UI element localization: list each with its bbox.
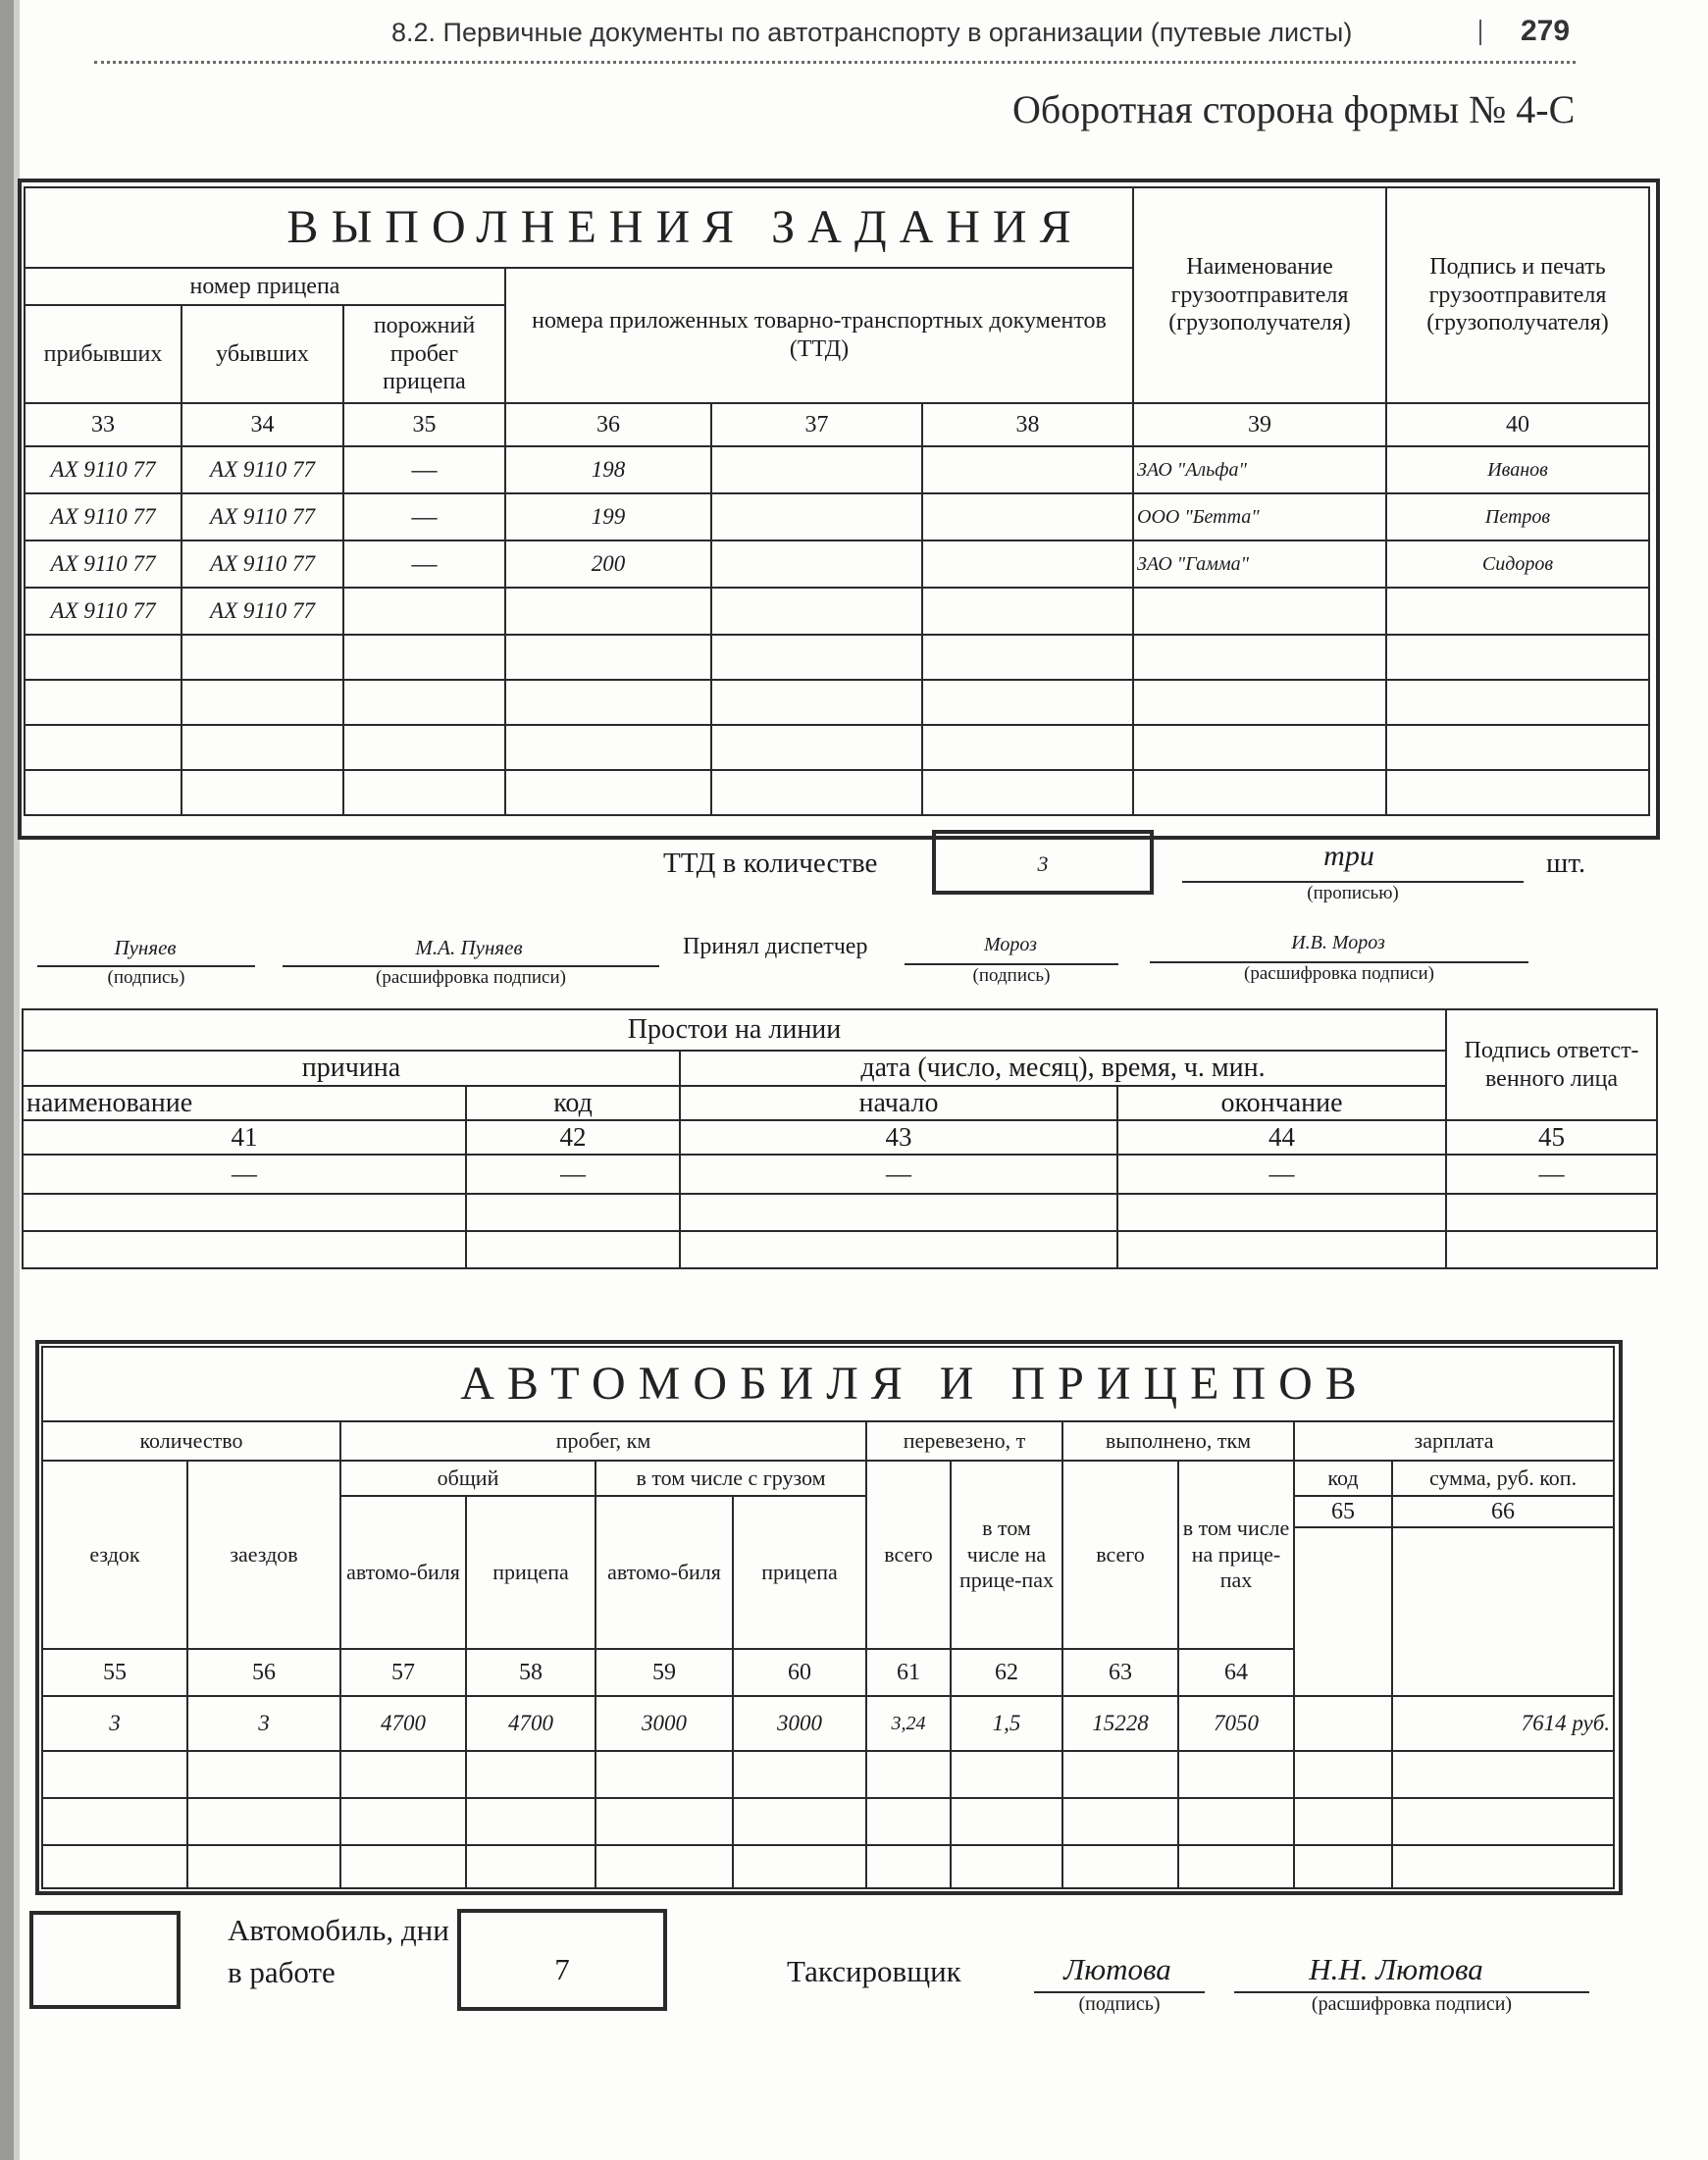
table-cell: [343, 725, 505, 770]
table-cell: 3000: [733, 1696, 866, 1751]
table-cell: [25, 635, 181, 680]
table-cell: [25, 680, 181, 725]
table-cell: [711, 725, 922, 770]
table-cell: [1392, 1751, 1614, 1798]
date-time-header: дата (число, месяц), время, ч. мин.: [680, 1051, 1446, 1086]
table-cell: [1294, 1751, 1392, 1798]
table-cell: [505, 680, 711, 725]
table-cell: [680, 1231, 1117, 1268]
col-number: 65: [1295, 1497, 1391, 1528]
table-cell: [343, 680, 505, 725]
salary-header: зарплата: [1294, 1421, 1614, 1461]
table-cell: —: [343, 540, 505, 588]
col-sign-header: Подпись и печать грузоотправителя (грузополучателя): [1386, 187, 1649, 403]
page-number: 279: [1521, 15, 1571, 47]
total-header: общий: [340, 1461, 595, 1496]
table-cell: [1178, 1845, 1294, 1888]
col-number: 59: [595, 1649, 733, 1696]
table-cell: 198: [505, 446, 711, 493]
table-cell: ООО "Бетта": [1133, 493, 1386, 540]
empty-box: [29, 1911, 181, 2009]
table-cell: [922, 770, 1133, 815]
table-cell: 3000: [595, 1696, 733, 1751]
downtime-table: [22, 1008, 1658, 1269]
taxer-name: Н.Н. Лютова: [1309, 1952, 1483, 1986]
column-numbers-row: [23, 1120, 1657, 1154]
table-cell: [733, 1751, 866, 1798]
cause-header: причина: [23, 1051, 680, 1086]
table-cell: 7050: [1178, 1696, 1294, 1751]
table-cell: [466, 1845, 595, 1888]
table-cell: [866, 1845, 951, 1888]
table-cell: —: [1446, 1155, 1657, 1194]
table-cell: АХ 9110 77: [25, 493, 181, 540]
ttd-count-words: три: [1323, 840, 1374, 872]
table-cell: Сидоров: [1386, 540, 1649, 588]
col-empty-run-header: порожний пробег прицепа: [343, 305, 505, 403]
col-number: 36: [505, 403, 711, 446]
dotted-rule: [94, 61, 1576, 64]
table-cell: [340, 1751, 466, 1798]
driver-signature: Пуняев: [114, 936, 177, 959]
task-table: [24, 186, 1650, 816]
col-number: 64: [1178, 1649, 1294, 1696]
col-number: 62: [951, 1649, 1062, 1696]
ttd-count-value: 3: [1037, 851, 1049, 876]
table-cell: АХ 9110 77: [25, 540, 181, 588]
table-row: [25, 588, 1649, 635]
scan-edge: [0, 0, 14, 2160]
sign-caption: (подпись): [1078, 1993, 1161, 2015]
table-cell: [1446, 1231, 1657, 1268]
table-row: [23, 1155, 1657, 1194]
done-header: выполнено, ткм: [1062, 1421, 1294, 1461]
table-cell: [187, 1845, 340, 1888]
table-cell: [1386, 770, 1649, 815]
table-cell: [466, 1194, 680, 1231]
table-cell: [711, 770, 922, 815]
table-cell: —: [343, 493, 505, 540]
table-row: [25, 770, 1649, 815]
table-cell: [42, 1751, 187, 1798]
table-row: [25, 540, 1649, 588]
table-cell: [595, 1798, 733, 1845]
table-cell: [187, 1798, 340, 1845]
salary-sum-header: сумма, руб. коп.: [1392, 1461, 1614, 1496]
table-cell: [505, 635, 711, 680]
table-cell: [1446, 1194, 1657, 1231]
table-cell: [1392, 1845, 1614, 1888]
col-number: 33: [25, 403, 181, 446]
car-days-label: Автомобиль, дни в работе: [228, 1913, 449, 1990]
table-cell: [42, 1845, 187, 1888]
table-cell: [711, 446, 922, 493]
start-header: начало: [680, 1086, 1117, 1121]
sign-caption: (подпись): [107, 967, 185, 988]
table-cell: 7614 руб.: [1392, 1696, 1614, 1751]
table-row: [25, 680, 1649, 725]
dispatcher-signature: Мороз: [984, 934, 1037, 955]
table-cell: [1294, 1798, 1392, 1845]
unit-label: шт.: [1546, 848, 1586, 879]
decode-caption: (расшифровка подписи): [376, 967, 566, 988]
table-cell: [595, 1751, 733, 1798]
total-trailer-header: прицепа: [466, 1496, 595, 1649]
driver-name: М.А. Пуняев: [415, 936, 523, 959]
col-number: 34: [181, 403, 343, 446]
table-cell: [1062, 1751, 1178, 1798]
ttd-quantity-label: ТТД в количестве: [663, 848, 878, 879]
col-number: 58: [466, 1649, 595, 1696]
table-cell: 3: [42, 1696, 187, 1751]
table-cell: [922, 680, 1133, 725]
table-cell: [1133, 725, 1386, 770]
table-cell: [1133, 680, 1386, 725]
table-cell: 199: [505, 493, 711, 540]
col-number: 60: [733, 1649, 866, 1696]
col-departed-header: убывших: [181, 305, 343, 403]
col-number: 40: [1386, 403, 1649, 446]
table-cell: [1392, 1798, 1614, 1845]
sign-caption: (подпись): [972, 965, 1051, 986]
table-cell: АХ 9110 77: [181, 588, 343, 635]
section1-title: ВЫПОЛНЕНИЯ ЗАДАНИЯ: [25, 187, 1133, 268]
table-cell: [340, 1798, 466, 1845]
table-cell: АХ 9110 77: [25, 588, 181, 635]
table-cell: [733, 1798, 866, 1845]
dispatcher-name: И.В. Мороз: [1291, 932, 1385, 953]
col-number: 41: [23, 1120, 466, 1154]
table-cell: [1386, 635, 1649, 680]
name-header: наименование: [23, 1086, 466, 1121]
table-cell: [1386, 725, 1649, 770]
col-number: 44: [1117, 1120, 1446, 1154]
table-cell: [505, 770, 711, 815]
ttd-numbers-header: номера приложенных товарно-транспортных документов (ТТД): [505, 268, 1133, 403]
salary-code-column: [1294, 1496, 1392, 1696]
table-cell: [951, 1845, 1062, 1888]
col-number: 43: [680, 1120, 1117, 1154]
table-cell: [1178, 1798, 1294, 1845]
table-cell: [340, 1845, 466, 1888]
table-row: [25, 725, 1649, 770]
column-numbers-row: [25, 403, 1649, 446]
table-cell: [1133, 588, 1386, 635]
car-days-value: 7: [554, 1952, 570, 1986]
salary-code-header: код: [1294, 1461, 1392, 1496]
table-cell: [1178, 1751, 1294, 1798]
table-cell: [711, 635, 922, 680]
table-cell: 15228: [1062, 1696, 1178, 1751]
col-number: 45: [1446, 1120, 1657, 1154]
table-cell: [343, 588, 505, 635]
vehicle-work-table: [41, 1346, 1615, 1889]
end-header: окончание: [1117, 1086, 1446, 1121]
section2-title: Простои на линии: [23, 1009, 1446, 1051]
table-cell: [951, 1751, 1062, 1798]
table-cell: —: [466, 1155, 680, 1194]
table-cell: —: [680, 1155, 1117, 1194]
cargo-car-header: автомо-биля: [595, 1496, 733, 1649]
table-row: [42, 1798, 1614, 1845]
table-cell: ЗАО "Гамма": [1133, 540, 1386, 588]
table-cell: [733, 1845, 866, 1888]
table-cell: [343, 770, 505, 815]
table-cell: [23, 1194, 466, 1231]
table-row: [42, 1696, 1614, 1751]
running-title: 8.2. Первичные документы по автотранспорту в организации (путевые листы): [391, 18, 1353, 47]
col-arrived-header: прибывших: [25, 305, 181, 403]
table-row: [25, 493, 1649, 540]
table-cell: [922, 635, 1133, 680]
count-header: количество: [42, 1421, 340, 1461]
table-cell: АХ 9110 77: [181, 540, 343, 588]
table-cell: —: [1117, 1155, 1446, 1194]
taxer-signature: Лютова: [1063, 1952, 1171, 1986]
table-cell: АХ 9110 77: [181, 493, 343, 540]
table-cell: [181, 680, 343, 725]
table-cell: [1117, 1231, 1446, 1268]
table-row: [25, 446, 1649, 493]
table-cell: АХ 9110 77: [25, 446, 181, 493]
responsible-sign-header: Подпись ответст-венного лица: [1446, 1009, 1657, 1120]
table-cell: [922, 493, 1133, 540]
table-cell: 3: [187, 1696, 340, 1751]
table-cell: 4700: [466, 1696, 595, 1751]
col-number: 35: [343, 403, 505, 446]
table-cell: [1062, 1798, 1178, 1845]
table-row: [42, 1845, 1614, 1888]
header-divider: [1479, 20, 1481, 45]
table-cell: [951, 1798, 1062, 1845]
table-cell: [711, 540, 922, 588]
dispatcher-label: Принял диспетчер: [683, 934, 868, 959]
col-number: 61: [866, 1649, 951, 1696]
table-cell: [711, 493, 922, 540]
table-cell: [866, 1798, 951, 1845]
table-cell: —: [23, 1155, 466, 1194]
col-number: 63: [1062, 1649, 1178, 1696]
code-header: код: [466, 1086, 680, 1121]
decode-caption: (расшифровка подписи): [1244, 963, 1434, 984]
table-cell: ЗАО "Альфа": [1133, 446, 1386, 493]
table-cell: 1,5: [951, 1696, 1062, 1751]
table-cell: [181, 725, 343, 770]
table-row: [23, 1194, 1657, 1231]
col-number: 56: [187, 1649, 340, 1696]
table-cell: [1386, 680, 1649, 725]
table-cell: [181, 770, 343, 815]
col-number: 55: [42, 1649, 187, 1696]
form-title: Оборотная сторона формы № 4-С: [1012, 87, 1576, 131]
table-cell: Петров: [1386, 493, 1649, 540]
table-cell: [343, 635, 505, 680]
table-cell: [1133, 770, 1386, 815]
table-cell: [1386, 588, 1649, 635]
table-cell: [922, 446, 1133, 493]
words-caption: (прописью): [1307, 883, 1399, 903]
total-car-header: автомо-биля: [340, 1496, 466, 1649]
table-cell: [466, 1751, 595, 1798]
taxer-label: Таксировщик: [787, 1954, 961, 1988]
table-cell: [25, 725, 181, 770]
decode-caption: (расшифровка подписи): [1311, 1993, 1513, 2015]
col-number: 42: [466, 1120, 680, 1154]
cargo-trailer-header: прицепа: [733, 1496, 866, 1649]
running-header: [94, 14, 1576, 63]
table-cell: АХ 9110 77: [181, 446, 343, 493]
moved-all-header: всего: [866, 1461, 951, 1649]
col-number: 57: [340, 1649, 466, 1696]
table-cell: [505, 725, 711, 770]
table-cell: [922, 540, 1133, 588]
table-cell: [1133, 635, 1386, 680]
table-cell: 4700: [340, 1696, 466, 1751]
table-cell: [711, 680, 922, 725]
table-cell: [711, 588, 922, 635]
table-cell: 200: [505, 540, 711, 588]
table-cell: 3,24: [866, 1696, 951, 1751]
with-cargo-header: в том числе с грузом: [595, 1461, 866, 1496]
table-cell: [922, 588, 1133, 635]
col-number: 37: [711, 403, 922, 446]
salary-sum-column: [1392, 1496, 1614, 1696]
table-cell: [42, 1798, 187, 1845]
done-all-header: всего: [1062, 1461, 1178, 1649]
table-cell: [866, 1751, 951, 1798]
table-cell: [505, 588, 711, 635]
table-cell: [187, 1751, 340, 1798]
table-cell: [922, 725, 1133, 770]
section3-title: АВТОМОБИЛЯ И ПРИЦЕПОВ: [42, 1347, 1614, 1421]
table-row: [23, 1231, 1657, 1268]
table-cell: [466, 1798, 595, 1845]
table-cell: [1294, 1696, 1392, 1751]
mileage-header: пробег, км: [340, 1421, 866, 1461]
table-cell: [23, 1231, 466, 1268]
col-number: 39: [1133, 403, 1386, 446]
col-number: 38: [922, 403, 1133, 446]
col-shipper-header: Наименование грузоотправителя (грузополучателя): [1133, 187, 1386, 403]
table-cell: [25, 770, 181, 815]
table-cell: [595, 1845, 733, 1888]
table-cell: [680, 1194, 1117, 1231]
col-number: 66: [1393, 1497, 1613, 1528]
table-row: [42, 1751, 1614, 1798]
table-cell: [1062, 1845, 1178, 1888]
table-row: [25, 635, 1649, 680]
moved-trailers-header: в том числе на прице-пах: [951, 1461, 1062, 1649]
table-cell: Иванов: [1386, 446, 1649, 493]
done-trailers-header: в том числе на прице-пах: [1178, 1461, 1294, 1649]
trailer-number-header: номер прицепа: [25, 268, 505, 305]
table-cell: [1294, 1845, 1392, 1888]
rides-header: ездок: [42, 1461, 187, 1649]
table-cell: —: [343, 446, 505, 493]
table-cell: [181, 635, 343, 680]
table-cell: [466, 1231, 680, 1268]
stops-header: заездов: [187, 1461, 340, 1649]
moved-header: перевезено, т: [866, 1421, 1062, 1461]
table-cell: [1117, 1194, 1446, 1231]
